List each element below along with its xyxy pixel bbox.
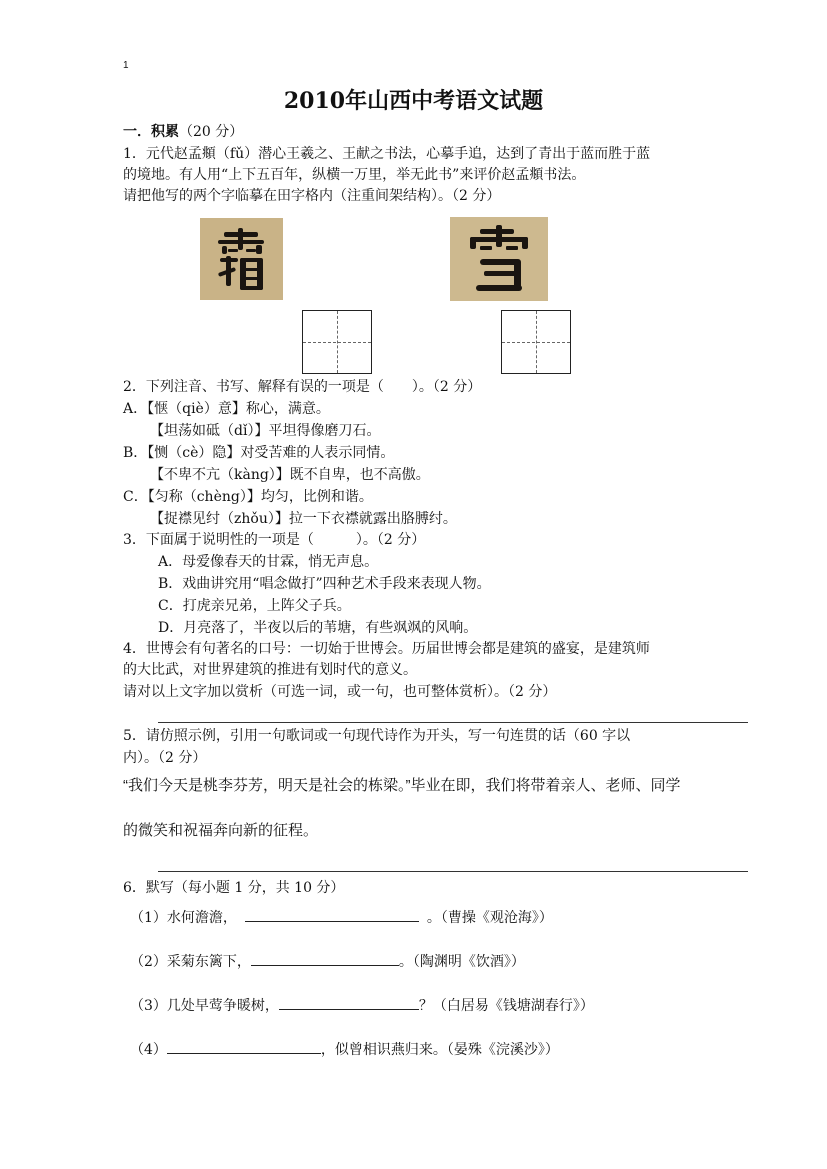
q3-stem: 3．下面属于说明性的一项是（ ）。（2 分） [123, 532, 426, 548]
q6-item-4-source: ，似曾相识燕归来。（晏殊《浣溪沙》） [320, 1042, 559, 1058]
q1-line2: 的境地。有人用“上下五百年，纵横一万里，举无此书”来评价赵孟頫书法。 [123, 167, 586, 183]
q6-item-1-blank[interactable] [245, 907, 419, 922]
q6-item-1 [130, 907, 553, 928]
q2-option-b2: 【不卑不亢（kàng）】既不自卑，也不高傲。 [150, 467, 430, 483]
calligraphy-shuang-drawing [200, 218, 283, 300]
q5-example-line2: 的微笑和祝福奔向新的征程。 [123, 822, 319, 839]
q2-option-c1: C．【匀称（chèng）】均匀，比例和谐。 [123, 489, 373, 505]
q6-item-1-source: 。（曹操《观沧海》） [426, 910, 553, 926]
q5-line2: 内）。（2 分） [123, 750, 207, 766]
q6-stem: 6．默写（每小题 1 分，共 10 分） [123, 880, 345, 896]
q1-line3: 请把他写的两个字临摹在田字格内（注重间架结构）。（2 分） [123, 188, 501, 204]
q4-line1: 4．世博会有句著名的口号：一切始于世博会。历届世博会都是建筑的盛宴，是建筑师 [123, 641, 650, 657]
q6-item-4 [130, 1039, 559, 1060]
q4-answer-line[interactable] [158, 722, 748, 723]
q3-option-c: C．打虎亲兄弟，上阵父子兵。 [158, 598, 351, 614]
q2-stem: 2．下列注音、书写、解释有误的一项是（ ）。（2 分） [123, 379, 482, 395]
calligraphy-xue-drawing [450, 217, 548, 301]
tianzige-grid-left[interactable] [302, 310, 372, 374]
q6-item-3-source: ？（白居易《钱塘湖春行》） [418, 998, 594, 1014]
q5-answer-line[interactable] [158, 871, 748, 872]
calligraphy-image-xue [450, 217, 548, 301]
q6-item-2 [130, 951, 525, 972]
q6-item-3-prompt: （3）几处早莺争暖树， [130, 998, 279, 1014]
q4-line2: 的大比武，对世界建筑的推进有划时代的意义。 [123, 662, 417, 678]
q5-line1: 5．请仿照示例，引用一句歌词或一句现代诗作为开头，写一句连贯的话（60 字以 [123, 728, 631, 744]
grid-horizontal-guide [502, 342, 570, 343]
q2-option-a2: 【坦荡如砥（dǐ）】平坦得像磨刀石。 [150, 423, 381, 439]
q2-option-b1: B．【恻（cè）隐】对受苦难的人表示同情。 [123, 445, 395, 461]
section-heading-score: （20 分） [179, 124, 244, 140]
q4-line3: 请对以上文字加以赏析（可选一词，或一句，也可整体赏析）。（2 分） [123, 684, 557, 700]
q6-item-2-prompt: （2）采菊东篱下， [130, 954, 251, 970]
section-heading-label: 一．积累 [123, 124, 179, 140]
q6-item-2-source: 。（陶渊明《饮酒》） [398, 954, 525, 970]
q1-line1: 1．元代赵孟頫（fǔ）潜心王羲之、王献之书法，心摹手追，达到了青出于蓝而胜于蓝 [123, 146, 651, 162]
q6-item-1-prompt: （1）水何澹澹， [130, 910, 237, 926]
q6-item-3 [130, 995, 594, 1016]
q6-item-4-blank[interactable] [167, 1039, 321, 1054]
tianzige-grid-right[interactable] [501, 310, 571, 374]
grid-horizontal-guide [303, 342, 371, 343]
page-title: 2010年山西中考语文试题 [283, 88, 544, 114]
q2-option-c2: 【捉襟见纣（zhǒu）】拉一下衣襟就露出胳膊纣。 [150, 511, 457, 527]
q3-option-a: A．母爱像春天的甘霖，悄无声息。 [158, 554, 379, 570]
q2-option-a1: A．【惬（qiè）意】称心，满意。 [123, 401, 330, 417]
q3-option-b: B．戏曲讲究用“唱念做打”四种艺术手段来表现人物。 [158, 576, 491, 592]
page-number: 1 [123, 60, 129, 71]
q3-option-d: D．月亮落了，半夜以后的苇塘，有些飒飒的风响。 [158, 620, 478, 636]
q6-item-4-prompt: （4） [130, 1042, 167, 1058]
section-heading [123, 122, 243, 142]
q5-example-line1: “我们今天是桃李芬芳，明天是社会的栋梁。”毕业在即，我们将带着亲人、老师、同学 [123, 777, 681, 794]
q6-item-2-blank[interactable] [251, 951, 399, 966]
q6-item-3-blank[interactable] [279, 995, 419, 1010]
calligraphy-image-shuang [200, 218, 283, 300]
